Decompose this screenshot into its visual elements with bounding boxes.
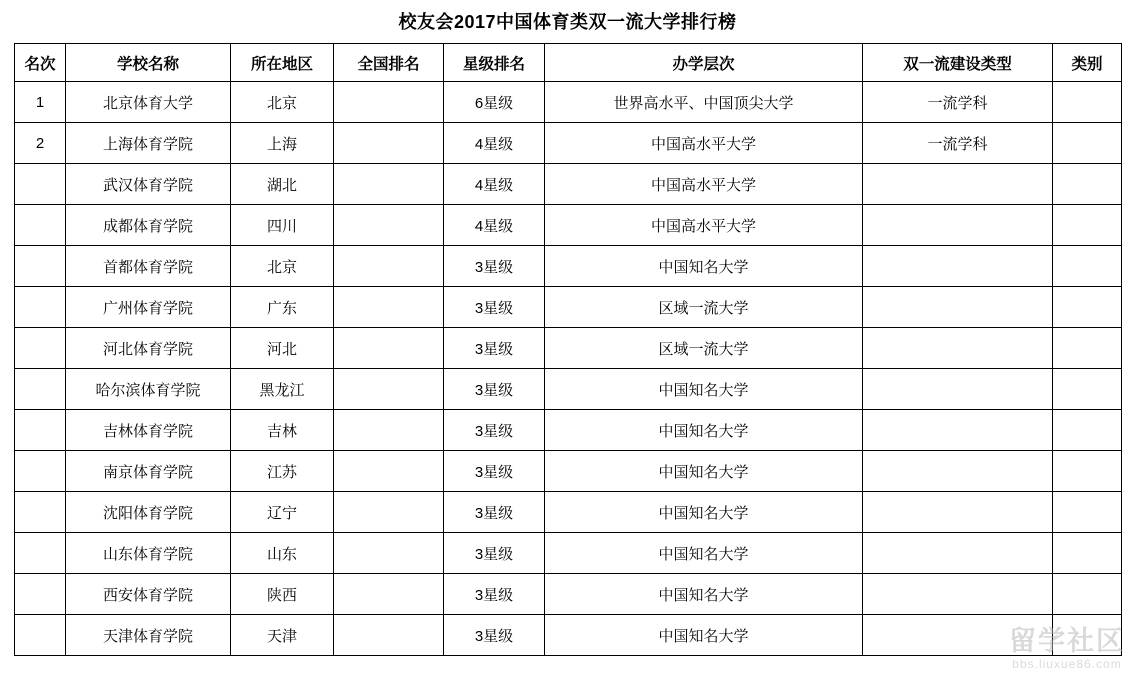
cell-double-first-class <box>863 328 1053 369</box>
cell-school-name: 哈尔滨体育学院 <box>66 369 231 410</box>
column-header-school-name: 学校名称 <box>66 44 231 82</box>
cell-rank <box>15 410 66 451</box>
cell-category <box>1053 533 1122 574</box>
cell-school-name: 吉林体育学院 <box>66 410 231 451</box>
table-body <box>15 82 1122 656</box>
cell-national-rank <box>334 369 444 410</box>
cell-level: 世界高水平、中国顶尖大学 <box>545 82 863 123</box>
column-header-national-rank: 全国排名 <box>334 44 444 82</box>
cell-star-rank: 3星级 <box>444 615 545 656</box>
cell-national-rank <box>334 451 444 492</box>
cell-category <box>1053 574 1122 615</box>
cell-star-rank: 3星级 <box>444 492 545 533</box>
cell-category <box>1053 492 1122 533</box>
column-header-level: 办学层次 <box>545 44 863 82</box>
column-header-rank: 名次 <box>15 44 66 82</box>
cell-school-name: 成都体育学院 <box>66 205 231 246</box>
cell-star-rank: 3星级 <box>444 533 545 574</box>
cell-level: 中国知名大学 <box>545 533 863 574</box>
cell-level: 中国知名大学 <box>545 492 863 533</box>
cell-star-rank: 6星级 <box>444 82 545 123</box>
cell-double-first-class <box>863 574 1053 615</box>
cell-star-rank: 3星级 <box>444 574 545 615</box>
cell-region: 北京 <box>231 82 334 123</box>
cell-school-name: 河北体育学院 <box>66 328 231 369</box>
cell-category <box>1053 451 1122 492</box>
cell-double-first-class <box>863 164 1053 205</box>
cell-category <box>1053 82 1122 123</box>
cell-school-name: 上海体育学院 <box>66 123 231 164</box>
column-header-category: 类别 <box>1053 44 1122 82</box>
cell-school-name: 武汉体育学院 <box>66 164 231 205</box>
cell-category <box>1053 164 1122 205</box>
cell-school-name: 天津体育学院 <box>66 615 231 656</box>
cell-star-rank: 4星级 <box>444 205 545 246</box>
cell-region: 吉林 <box>231 410 334 451</box>
cell-category <box>1053 328 1122 369</box>
cell-category <box>1053 123 1122 164</box>
cell-double-first-class: 一流学科 <box>863 82 1053 123</box>
cell-region: 湖北 <box>231 164 334 205</box>
cell-region: 天津 <box>231 615 334 656</box>
cell-region: 上海 <box>231 123 334 164</box>
cell-school-name: 山东体育学院 <box>66 533 231 574</box>
cell-double-first-class: 一流学科 <box>863 123 1053 164</box>
watermark-main-text: 留学社区 <box>1009 626 1125 656</box>
table-row <box>15 287 1122 328</box>
cell-national-rank <box>334 410 444 451</box>
cell-level: 中国知名大学 <box>545 246 863 287</box>
cell-star-rank: 3星级 <box>444 451 545 492</box>
cell-school-name: 首都体育学院 <box>66 246 231 287</box>
table-row <box>15 410 1122 451</box>
table-container <box>0 43 1135 656</box>
cell-national-rank <box>334 287 444 328</box>
cell-rank <box>15 451 66 492</box>
cell-star-rank: 3星级 <box>444 328 545 369</box>
cell-rank <box>15 615 66 656</box>
cell-rank <box>15 205 66 246</box>
cell-region: 河北 <box>231 328 334 369</box>
cell-school-name: 西安体育学院 <box>66 574 231 615</box>
table-row <box>15 328 1122 369</box>
cell-category <box>1053 615 1122 656</box>
cell-double-first-class <box>863 205 1053 246</box>
cell-rank <box>15 246 66 287</box>
cell-national-rank <box>334 574 444 615</box>
cell-rank <box>15 287 66 328</box>
cell-region: 辽宁 <box>231 492 334 533</box>
cell-national-rank <box>334 615 444 656</box>
cell-level: 中国知名大学 <box>545 369 863 410</box>
cell-double-first-class <box>863 615 1053 656</box>
cell-level: 中国知名大学 <box>545 451 863 492</box>
column-header-region: 所在地区 <box>231 44 334 82</box>
cell-category <box>1053 410 1122 451</box>
table-row <box>15 369 1122 410</box>
table-row <box>15 492 1122 533</box>
cell-region: 山东 <box>231 533 334 574</box>
cell-rank <box>15 328 66 369</box>
cell-double-first-class <box>863 246 1053 287</box>
cell-rank <box>15 492 66 533</box>
cell-star-rank: 3星级 <box>444 410 545 451</box>
table-row <box>15 205 1122 246</box>
cell-star-rank: 3星级 <box>444 246 545 287</box>
cell-region: 北京 <box>231 246 334 287</box>
cell-level: 区域一流大学 <box>545 328 863 369</box>
cell-level: 中国知名大学 <box>545 615 863 656</box>
cell-double-first-class <box>863 451 1053 492</box>
table-header-row <box>15 44 1122 82</box>
cell-national-rank <box>334 328 444 369</box>
page-title: 校友会2017中国体育类双一流大学排行榜 <box>398 12 737 32</box>
cell-rank: 1 <box>15 82 66 123</box>
cell-category <box>1053 246 1122 287</box>
cell-level: 中国知名大学 <box>545 410 863 451</box>
cell-national-rank <box>334 164 444 205</box>
cell-region: 广东 <box>231 287 334 328</box>
cell-school-name: 广州体育学院 <box>66 287 231 328</box>
cell-region: 黑龙江 <box>231 369 334 410</box>
cell-school-name: 沈阳体育学院 <box>66 492 231 533</box>
cell-rank <box>15 574 66 615</box>
cell-rank: 2 <box>15 123 66 164</box>
cell-rank <box>15 164 66 205</box>
table-row <box>15 164 1122 205</box>
cell-national-rank <box>334 492 444 533</box>
cell-rank <box>15 533 66 574</box>
cell-star-rank: 3星级 <box>444 369 545 410</box>
table-row <box>15 451 1122 492</box>
cell-category <box>1053 205 1122 246</box>
cell-double-first-class <box>863 369 1053 410</box>
cell-region: 陕西 <box>231 574 334 615</box>
cell-level: 中国高水平大学 <box>545 164 863 205</box>
cell-level: 中国知名大学 <box>545 574 863 615</box>
cell-national-rank <box>334 123 444 164</box>
cell-school-name: 北京体育大学 <box>66 82 231 123</box>
cell-national-rank <box>334 246 444 287</box>
cell-star-rank: 3星级 <box>444 287 545 328</box>
cell-double-first-class <box>863 410 1053 451</box>
cell-rank <box>15 369 66 410</box>
cell-level: 区域一流大学 <box>545 287 863 328</box>
table-row <box>15 82 1122 123</box>
cell-national-rank <box>334 205 444 246</box>
table-row <box>15 123 1122 164</box>
cell-region: 四川 <box>231 205 334 246</box>
cell-category <box>1053 369 1122 410</box>
table-row <box>15 574 1122 615</box>
cell-region: 江苏 <box>231 451 334 492</box>
watermark-sub-text: bbs.liuxue86.com <box>1012 657 1122 671</box>
ranking-table <box>14 43 1122 656</box>
column-header-star-rank: 星级排名 <box>444 44 545 82</box>
column-header-double-first-class: 双一流建设类型 <box>863 44 1053 82</box>
table-row <box>15 533 1122 574</box>
table-row <box>15 246 1122 287</box>
cell-star-rank: 4星级 <box>444 123 545 164</box>
cell-national-rank <box>334 82 444 123</box>
cell-level: 中国高水平大学 <box>545 205 863 246</box>
cell-level: 中国高水平大学 <box>545 123 863 164</box>
cell-national-rank <box>334 533 444 574</box>
cell-double-first-class <box>863 492 1053 533</box>
cell-star-rank: 4星级 <box>444 164 545 205</box>
table-row <box>15 615 1122 656</box>
cell-category <box>1053 287 1122 328</box>
cell-double-first-class <box>863 533 1053 574</box>
cell-school-name: 南京体育学院 <box>66 451 231 492</box>
cell-double-first-class <box>863 287 1053 328</box>
